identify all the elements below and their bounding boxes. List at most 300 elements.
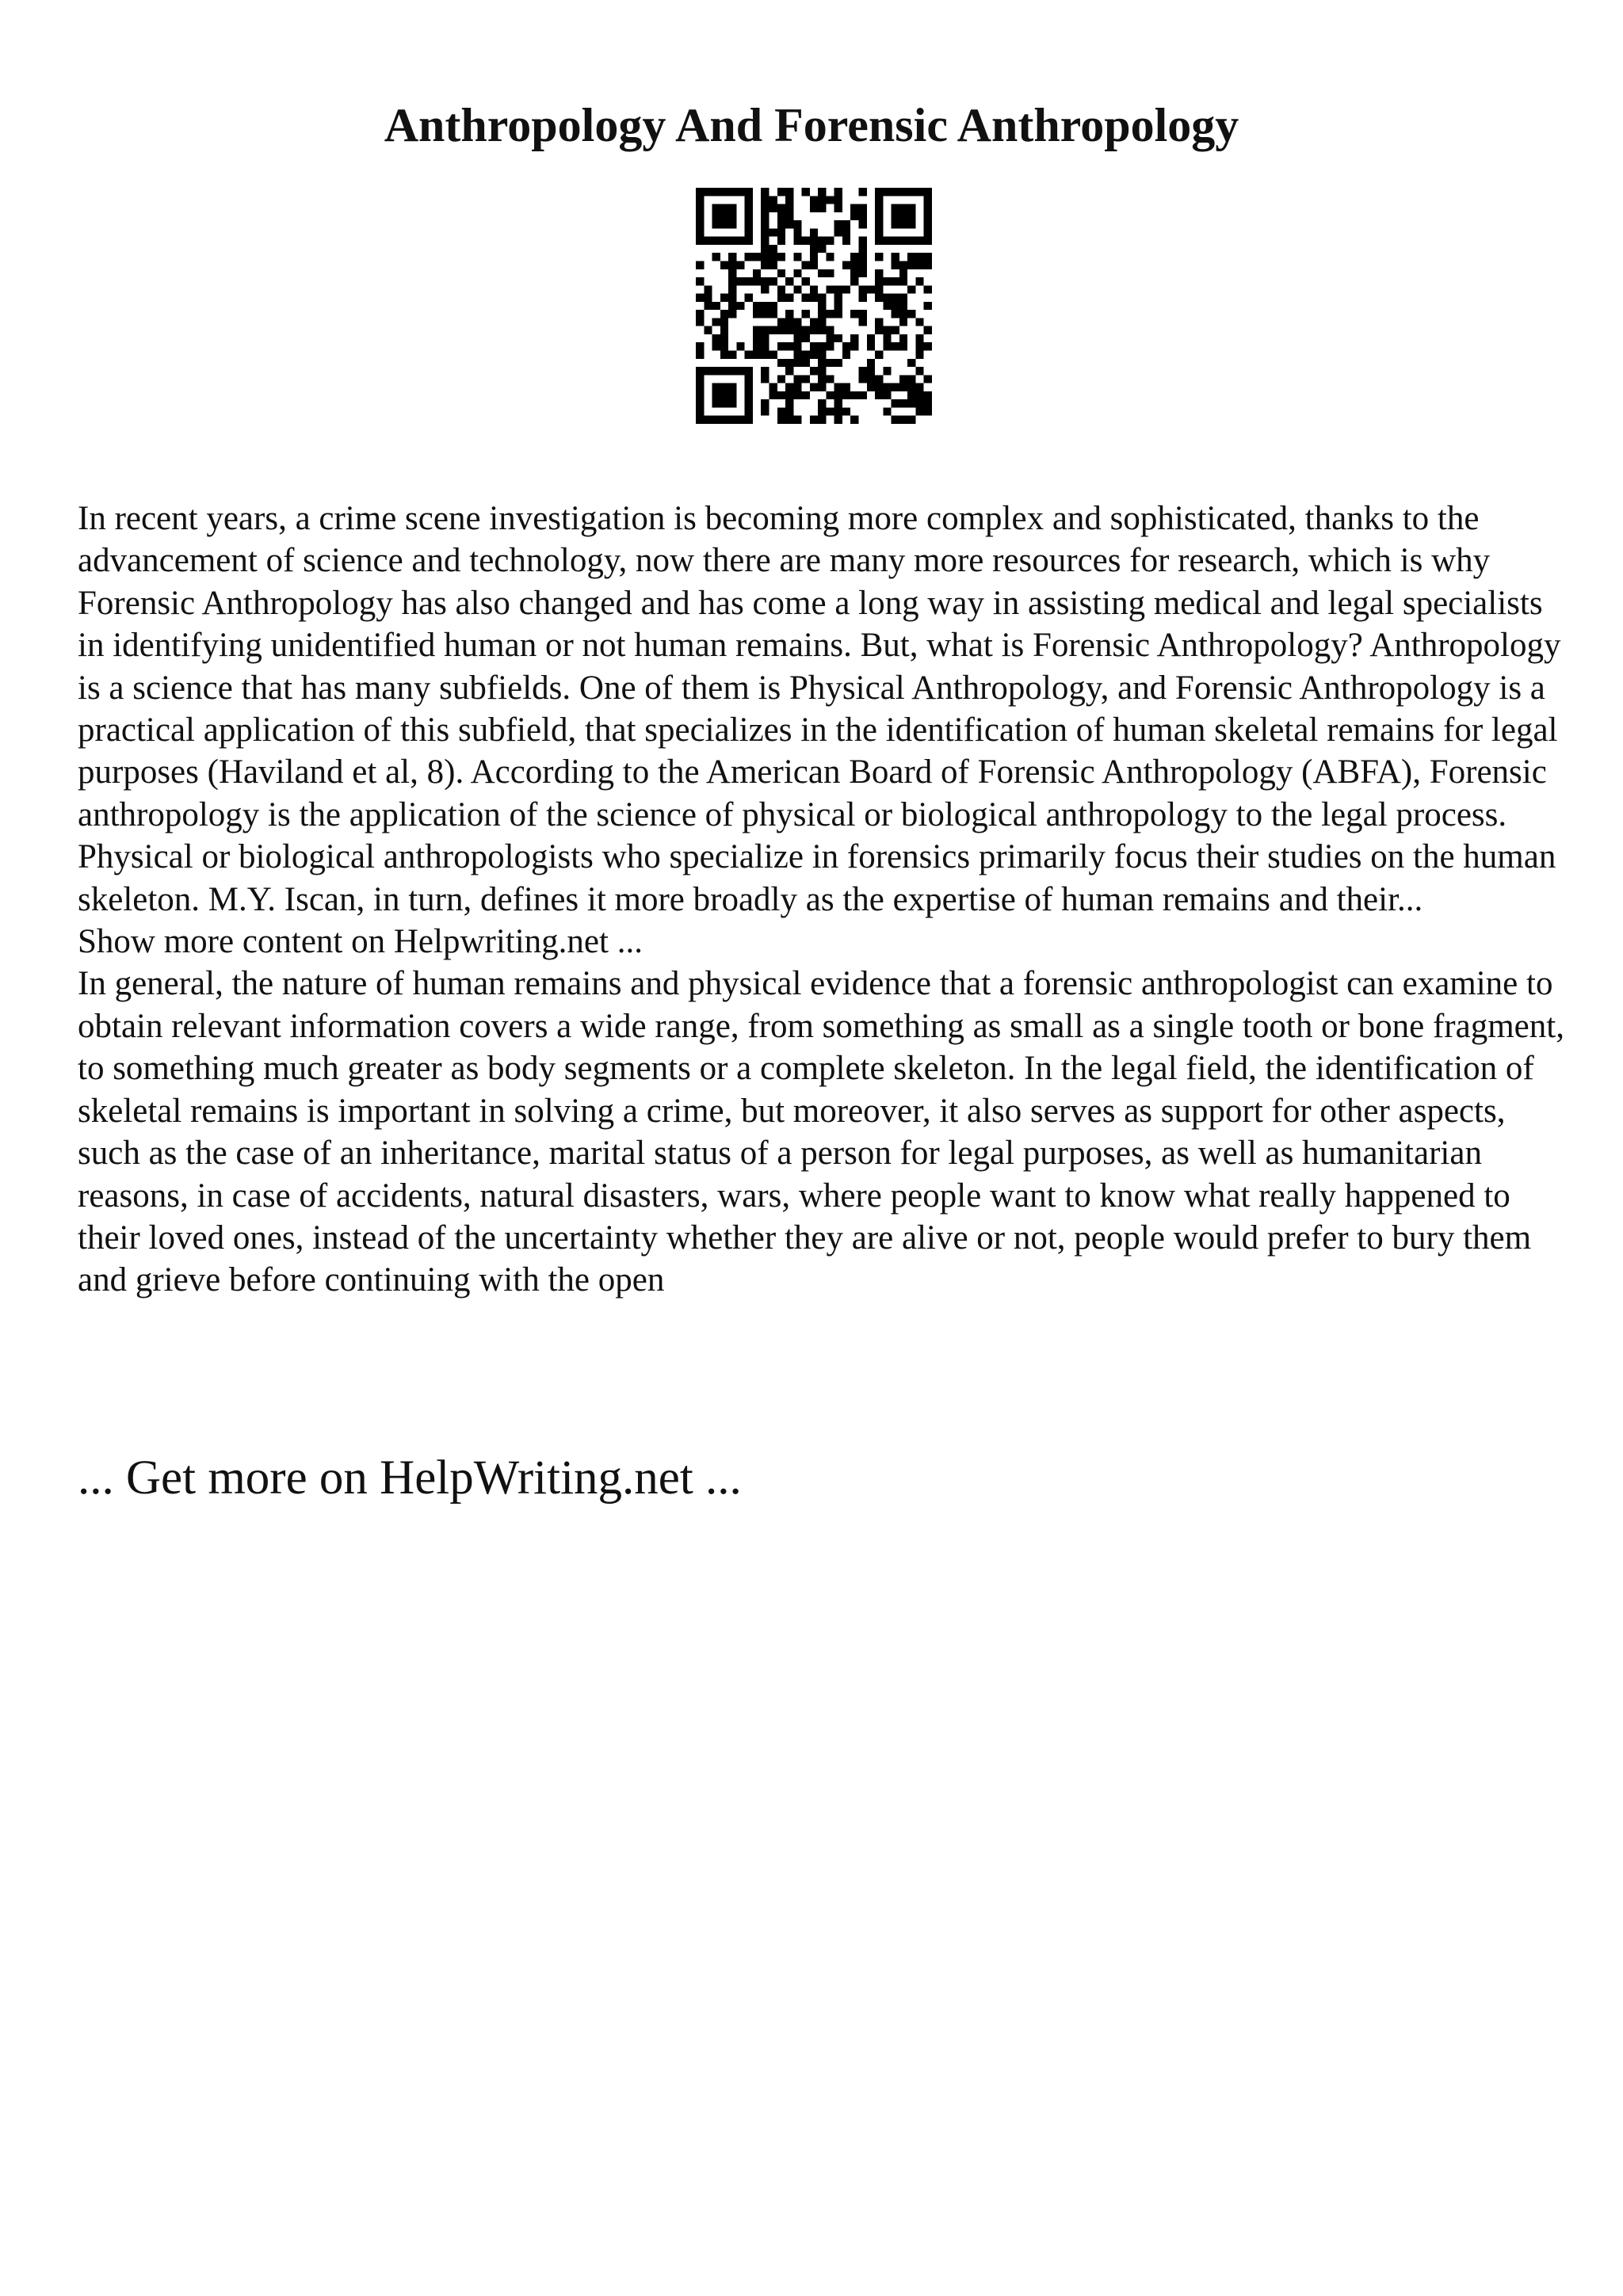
qr-module	[924, 342, 932, 350]
qr-module	[892, 220, 899, 228]
qr-module	[818, 318, 826, 326]
qr-module	[859, 245, 867, 253]
qr-module	[850, 269, 858, 277]
qr-module	[802, 294, 810, 302]
qr-module	[777, 220, 785, 228]
qr-module	[818, 237, 826, 245]
qr-module	[785, 367, 793, 375]
qr-module	[818, 351, 826, 359]
qr-module	[785, 310, 793, 318]
qr-module	[777, 342, 785, 350]
qr-module	[810, 228, 818, 236]
qr-module	[777, 204, 785, 212]
qr-module	[777, 318, 785, 326]
qr-module	[810, 294, 818, 302]
qr-module	[915, 277, 923, 285]
qr-module	[769, 310, 777, 318]
qr-module	[875, 253, 883, 261]
qr-module	[712, 212, 720, 220]
qr-module	[696, 383, 704, 391]
qr-module	[777, 285, 785, 293]
qr-module	[769, 204, 777, 212]
qr-module	[720, 237, 728, 245]
qr-module	[915, 342, 923, 350]
qr-module	[802, 261, 810, 269]
qr-module	[924, 407, 932, 415]
qr-module	[745, 212, 753, 220]
qr-module	[728, 277, 736, 285]
qr-module	[761, 237, 769, 245]
qr-module	[907, 253, 915, 261]
qr-module	[924, 212, 932, 220]
qr-module	[745, 228, 753, 236]
qr-module	[892, 326, 899, 334]
qr-module	[793, 334, 801, 342]
qr-module	[867, 375, 875, 383]
qr-module	[859, 212, 867, 220]
qr-module	[753, 326, 761, 334]
qr-module	[907, 204, 915, 212]
qr-module	[793, 375, 801, 383]
qr-module	[696, 294, 704, 302]
qr-module	[720, 188, 728, 196]
qr-module	[753, 334, 761, 342]
qr-module	[850, 342, 858, 350]
qr-module	[826, 359, 834, 367]
qr-module	[875, 294, 883, 302]
qr-module	[924, 326, 932, 334]
qr-code-icon	[696, 187, 932, 425]
qr-module	[907, 212, 915, 220]
qr-module	[761, 196, 769, 204]
qr-module	[793, 228, 801, 236]
qr-module	[875, 391, 883, 399]
qr-module	[875, 269, 883, 277]
qr-module	[696, 375, 704, 383]
qr-module	[818, 204, 826, 212]
show-more-link[interactable]: Show more content on Helpwriting.net ...	[78, 923, 643, 961]
qr-module	[785, 359, 793, 367]
qr-module	[842, 228, 850, 236]
qr-module	[867, 342, 875, 350]
qr-module	[769, 326, 777, 334]
qr-module	[802, 351, 810, 359]
qr-module	[899, 334, 907, 342]
qr-module	[785, 416, 793, 424]
qr-module	[899, 302, 907, 310]
qr-module	[810, 285, 818, 293]
qr-module	[842, 351, 850, 359]
qr-module	[915, 334, 923, 342]
qr-module	[704, 237, 712, 245]
qr-module	[907, 416, 915, 424]
qr-module	[712, 220, 720, 228]
qr-module	[696, 204, 704, 212]
qr-module	[728, 253, 736, 261]
qr-module	[696, 196, 704, 204]
qr-module	[777, 416, 785, 424]
qr-module	[761, 310, 769, 318]
qr-module	[810, 383, 818, 391]
qr-module	[834, 391, 842, 399]
qr-module	[769, 253, 777, 261]
qr-module	[899, 204, 907, 212]
qr-module	[720, 399, 728, 407]
qr-module	[883, 294, 891, 302]
qr-module	[883, 334, 891, 342]
qr-module	[745, 188, 753, 196]
qr-module	[777, 391, 785, 399]
qr-module	[834, 302, 842, 310]
qr-module	[696, 228, 704, 236]
qr-module	[793, 351, 801, 359]
qr-module	[793, 237, 801, 245]
qr-module	[826, 253, 834, 261]
qr-module	[753, 277, 761, 285]
qr-module	[810, 342, 818, 350]
qr-module	[696, 416, 704, 424]
qr-module	[704, 294, 712, 302]
qr-module	[842, 391, 850, 399]
qr-module	[810, 204, 818, 212]
qr-module	[810, 196, 818, 204]
qr-module	[834, 359, 842, 367]
qr-module	[834, 204, 842, 212]
qr-module	[720, 391, 728, 399]
qr-module	[696, 220, 704, 228]
qr-module	[826, 285, 834, 293]
qr-module	[907, 261, 915, 269]
qr-module	[761, 334, 769, 342]
qr-module	[761, 399, 769, 407]
qr-module	[915, 391, 923, 399]
qr-module	[899, 237, 907, 245]
qr-module	[720, 367, 728, 375]
qr-module	[777, 237, 785, 245]
qr-module	[883, 383, 891, 391]
qr-module	[875, 204, 883, 212]
qr-module	[696, 277, 704, 285]
qr-module	[875, 277, 883, 285]
qr-module	[924, 237, 932, 245]
qr-module	[793, 383, 801, 391]
qr-module	[883, 188, 891, 196]
qr-module	[745, 294, 753, 302]
qr-module	[907, 220, 915, 228]
qr-module	[712, 383, 720, 391]
qr-module	[818, 326, 826, 334]
qr-module	[769, 196, 777, 204]
qr-module	[859, 367, 867, 375]
qr-module	[826, 391, 834, 399]
page-title: Anthropology And Forensic Anthropology	[384, 99, 1239, 151]
qr-module	[785, 407, 793, 415]
qr-module	[810, 253, 818, 261]
qr-module	[924, 302, 932, 310]
qr-module	[793, 318, 801, 326]
qr-module	[818, 342, 826, 350]
qr-module	[826, 326, 834, 334]
qr-module	[883, 407, 891, 415]
qr-module	[834, 407, 842, 415]
qr-module	[826, 375, 834, 383]
qr-module	[745, 391, 753, 399]
qr-module	[777, 228, 785, 236]
qr-module	[728, 188, 736, 196]
qr-module	[818, 383, 826, 391]
qr-module	[736, 261, 744, 269]
qr-module	[753, 342, 761, 350]
qr-module	[899, 220, 907, 228]
qr-module	[899, 294, 907, 302]
qr-module	[810, 318, 818, 326]
qr-module	[875, 212, 883, 220]
qr-module	[745, 196, 753, 204]
qr-module	[892, 383, 899, 391]
qr-module	[802, 391, 810, 399]
qr-module	[899, 416, 907, 424]
qr-module	[777, 407, 785, 415]
qr-module	[899, 310, 907, 318]
qr-module	[899, 375, 907, 383]
qr-module	[745, 375, 753, 383]
qr-module	[712, 253, 720, 261]
qr-module	[899, 342, 907, 350]
qr-module	[793, 285, 801, 293]
qr-module	[761, 204, 769, 212]
qr-module	[696, 212, 704, 220]
qr-module	[875, 375, 883, 383]
qr-module	[745, 383, 753, 391]
qr-module	[785, 220, 793, 228]
qr-module	[753, 253, 761, 261]
qr-module	[915, 351, 923, 359]
qr-module	[785, 391, 793, 399]
qr-module	[850, 416, 858, 424]
qr-module	[810, 237, 818, 245]
qr-module	[777, 326, 785, 334]
qr-module	[777, 212, 785, 220]
qr-module	[875, 351, 883, 359]
qr-module	[907, 383, 915, 391]
qr-module	[834, 196, 842, 204]
qr-module	[745, 220, 753, 228]
qr-module	[875, 383, 883, 391]
qr-module	[850, 310, 858, 318]
qr-module	[810, 416, 818, 424]
qr-module	[924, 399, 932, 407]
qr-module	[867, 367, 875, 375]
qr-module	[915, 407, 923, 415]
qr-module	[704, 188, 712, 196]
qr-module	[834, 294, 842, 302]
qr-module	[696, 237, 704, 245]
qr-module	[802, 375, 810, 383]
qr-module	[761, 245, 769, 253]
qr-module	[769, 351, 777, 359]
qr-module	[834, 310, 842, 318]
qr-module	[842, 383, 850, 391]
qr-module	[924, 220, 932, 228]
qr-module	[777, 269, 785, 277]
qr-module	[892, 310, 899, 318]
qr-module	[745, 204, 753, 212]
qr-module	[915, 261, 923, 269]
qr-module	[704, 302, 712, 310]
qr-module	[777, 375, 785, 383]
qr-module	[899, 188, 907, 196]
qr-module	[892, 399, 899, 407]
qr-module	[704, 416, 712, 424]
qr-module	[810, 245, 818, 253]
qr-module	[834, 334, 842, 342]
qr-module	[842, 285, 850, 293]
qr-module	[728, 294, 736, 302]
qr-module	[712, 318, 720, 326]
qr-module	[761, 407, 769, 415]
qr-module	[696, 261, 704, 269]
qr-module	[818, 196, 826, 204]
qr-module	[745, 277, 753, 285]
qr-module	[850, 391, 858, 399]
qr-module	[859, 285, 867, 293]
qr-module	[696, 391, 704, 399]
qr-module	[696, 342, 704, 350]
qr-module	[810, 326, 818, 334]
qr-module	[753, 351, 761, 359]
qr-module	[859, 261, 867, 269]
qr-module	[736, 277, 744, 285]
qr-module	[907, 375, 915, 383]
qr-module	[761, 253, 769, 261]
qr-module	[859, 188, 867, 196]
qr-module	[712, 399, 720, 407]
qr-module	[728, 285, 736, 293]
qr-module	[802, 310, 810, 318]
qr-module	[696, 407, 704, 415]
qr-module	[842, 237, 850, 245]
qr-module	[761, 342, 769, 350]
qr-module	[915, 253, 923, 261]
qr-module	[826, 334, 834, 342]
qr-module	[696, 188, 704, 196]
qr-module	[875, 318, 883, 326]
qr-module	[859, 391, 867, 399]
qr-module	[777, 359, 785, 367]
qr-module	[826, 269, 834, 277]
qr-module	[818, 375, 826, 383]
qr-module	[736, 367, 744, 375]
qr-module	[761, 220, 769, 228]
qr-module	[915, 399, 923, 407]
qr-module	[785, 196, 793, 204]
qr-module	[793, 416, 801, 424]
qr-module	[899, 383, 907, 391]
qr-module	[785, 204, 793, 212]
qr-module	[802, 334, 810, 342]
qr-module	[907, 237, 915, 245]
qr-module	[892, 294, 899, 302]
qr-module	[892, 342, 899, 350]
qr-module	[720, 416, 728, 424]
qr-module	[769, 277, 777, 285]
qr-module	[802, 188, 810, 196]
qr-module	[818, 367, 826, 375]
qr-module	[892, 277, 899, 285]
qr-module	[728, 416, 736, 424]
qr-module	[745, 399, 753, 407]
qr-module	[720, 334, 728, 342]
qr-module	[810, 351, 818, 359]
qr-module	[924, 261, 932, 269]
qr-module	[883, 367, 891, 375]
qr-module	[875, 285, 883, 293]
qr-module	[924, 253, 932, 261]
qr-module	[907, 310, 915, 318]
qr-module	[899, 261, 907, 269]
qr-module	[785, 294, 793, 302]
qr-module	[745, 367, 753, 375]
qr-module	[883, 326, 891, 334]
qr-module	[712, 302, 720, 310]
qr-module	[753, 310, 761, 318]
qr-module	[915, 188, 923, 196]
qr-module	[842, 220, 850, 228]
qr-module	[728, 383, 736, 391]
qr-module	[867, 334, 875, 342]
qr-module	[720, 294, 728, 302]
qr-module	[883, 277, 891, 285]
qr-module	[736, 188, 744, 196]
qr-module	[728, 302, 736, 310]
qr-module	[793, 326, 801, 334]
qr-module	[859, 375, 867, 383]
qr-module	[802, 359, 810, 367]
qr-module	[924, 375, 932, 383]
qr-module	[728, 391, 736, 399]
qr-module	[859, 237, 867, 245]
qr-module	[892, 261, 899, 269]
qr-module	[736, 237, 744, 245]
qr-module	[834, 416, 842, 424]
qr-module	[761, 285, 769, 293]
qr-module	[720, 351, 728, 359]
qr-module	[793, 269, 801, 277]
qr-module	[859, 204, 867, 212]
qr-module	[728, 237, 736, 245]
qr-module	[883, 237, 891, 245]
qr-module	[736, 416, 744, 424]
qr-module	[907, 391, 915, 399]
paragraph: In recent years, a crime scene investigation is becoming more complex and sophisticated, thanks to the advancement of science and technology, now there are many more resources for research, which is why Forensic Anthropology has also changed and has come a long way in assisting medical and legal specialists in identifying unidentified human or not human remains. But, what is Forensic Anthropology? Anthropology is a science that has many subfields. One of them is Physical Anthropology, and Forensic Anthropology is a practical application of this subfield, that specializes in the identification of human skeletal remains for legal purposes (Haviland et al, 8). According to the American Board of Forensic Anthropology (ABFA), Forensic anthropology is the application of the science of physical or biological anthropology to the legal process. Physical or biological anthropologists who specialize in forensics primarily focus their studies on the human skeleton. M.Y. Iscan, in turn, defines it more broadly as the expertise of human remains and their...	[78, 500, 1561, 918]
qr-module	[818, 399, 826, 407]
get-more-link[interactable]: ... Get more on HelpWriting.net ...	[78, 1451, 742, 1505]
qr-module	[834, 220, 842, 228]
qr-module	[704, 285, 712, 293]
qr-module	[892, 237, 899, 245]
qr-module	[745, 416, 753, 424]
qr-module	[924, 228, 932, 236]
qr-module	[859, 269, 867, 277]
article-body	[78, 498, 1568, 1302]
qr-module	[728, 220, 736, 228]
qr-module	[769, 228, 777, 236]
qr-module	[793, 220, 801, 228]
qr-module	[785, 277, 793, 285]
qr-module	[892, 302, 899, 310]
qr-module	[907, 188, 915, 196]
paragraph: In general, the nature of human remains and physical evidence that a forensic anthropologist can examine to obtain relevant information covers a wide range, from something as small as a single tooth or bone fragment, to something much greater as body segments or a complete skeleton. In the legal field, the identification of skeletal remains is important in solving a crime, but moreover, it also serves as support for other aspects, such as the case of an inheritance, marital status of a person for legal purposes, as well as humanitarian reasons, in case of accidents, natural disasters, wars, where people want to know what really happened to their loved ones, instead of the uncertainty whether they are alive or not, people would prefer to bury them and grieve before continuing with the open	[78, 965, 1564, 1299]
